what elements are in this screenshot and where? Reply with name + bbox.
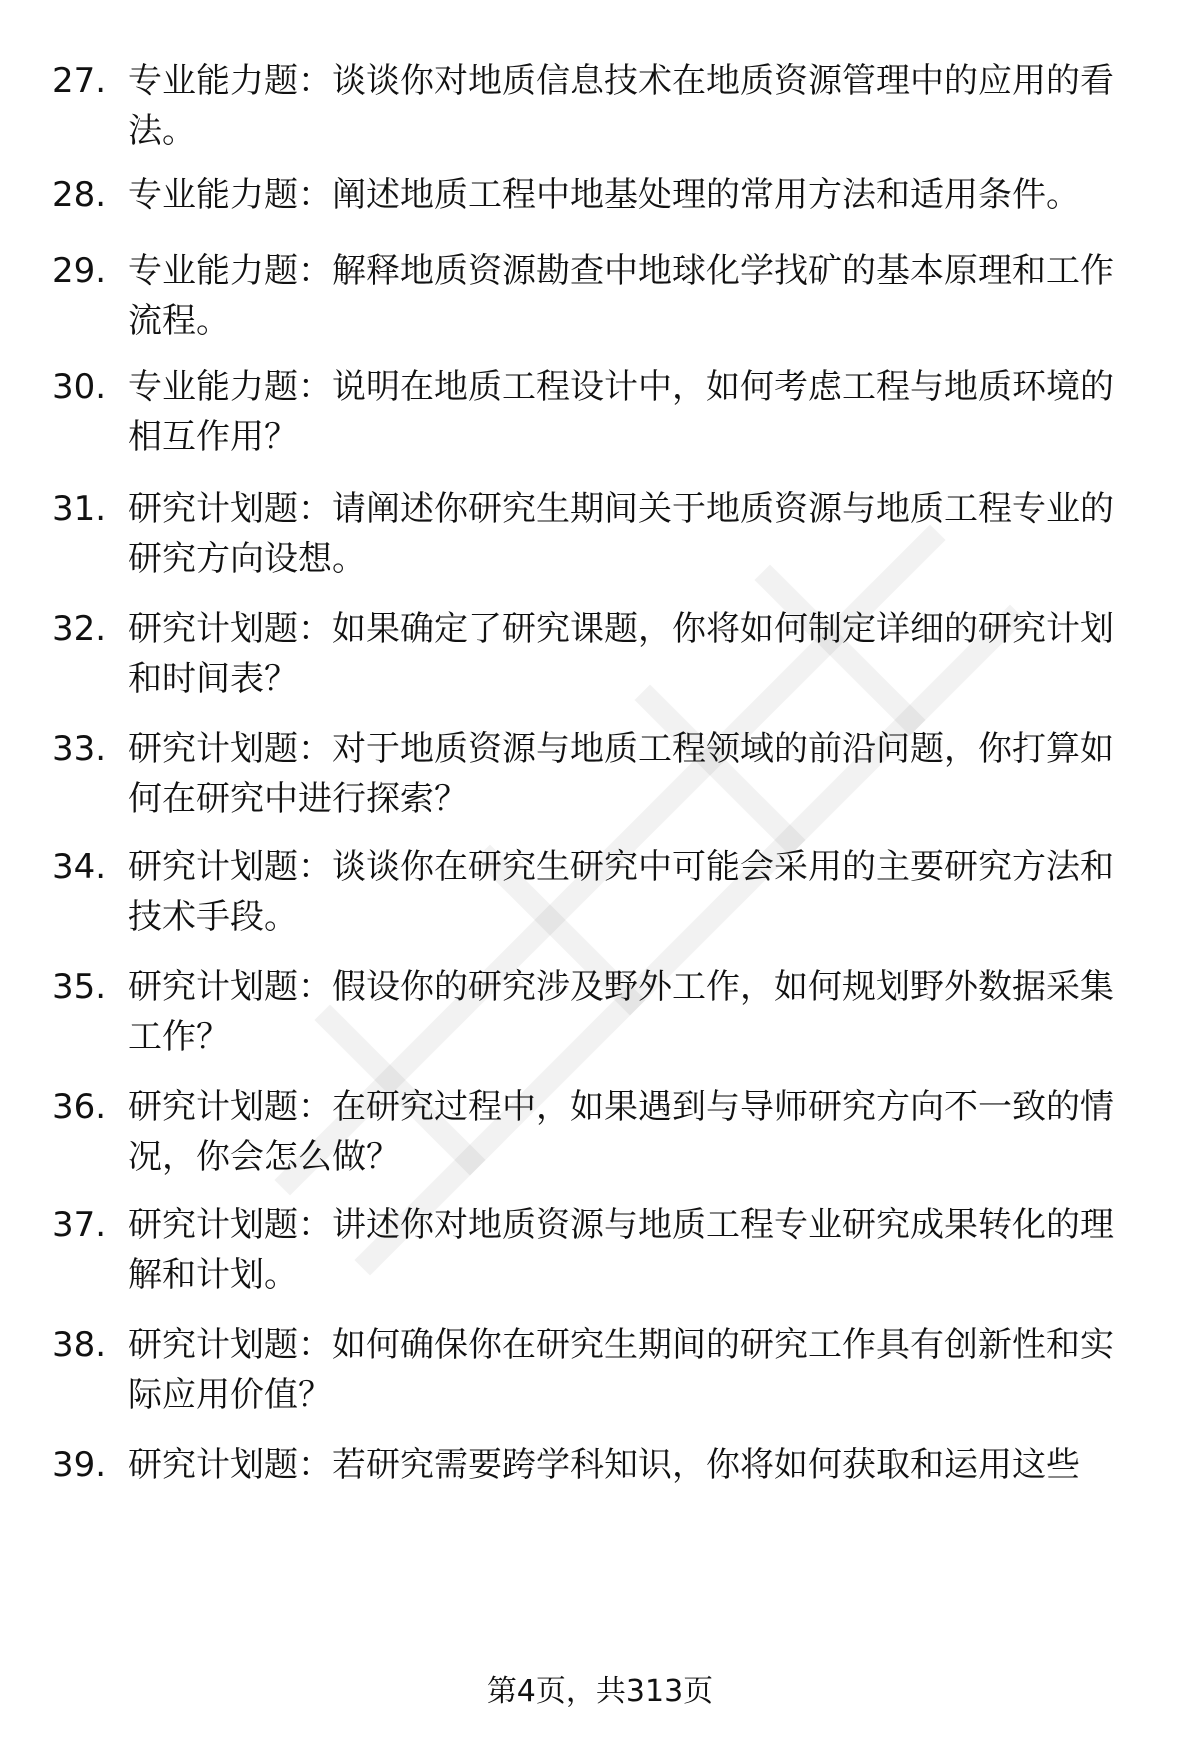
question-number: 34. bbox=[52, 847, 107, 887]
question-item bbox=[52, 1082, 1142, 1182]
question-number: 39. bbox=[52, 1445, 107, 1485]
question-number: 37. bbox=[52, 1205, 107, 1245]
question-number: 36. bbox=[52, 1087, 107, 1127]
question-item bbox=[52, 484, 1142, 584]
question-text: 专业能力题：阐述地质工程中地基处理的常用方法和适用条件。 bbox=[128, 175, 1080, 215]
question-text: 研究计划题：假设你的研究涉及野外工作，如何规划野外数据采集工作？ bbox=[128, 967, 1114, 1057]
question-text: 研究计划题：若研究需要跨学科知识，你将如何获取和运用这些 bbox=[128, 1445, 1080, 1485]
question-item bbox=[52, 1320, 1142, 1420]
question-item bbox=[52, 56, 1142, 156]
question-number: 27. bbox=[52, 61, 107, 101]
question-number: 38. bbox=[52, 1325, 107, 1365]
question-number: 28. bbox=[52, 175, 107, 215]
question-item bbox=[52, 1200, 1142, 1300]
question-item bbox=[52, 170, 1142, 220]
question-text: 专业能力题：谈谈你对地质信息技术在地质资源管理中的应用的看法。 bbox=[128, 61, 1114, 151]
question-item bbox=[52, 362, 1142, 462]
question-number: 29. bbox=[52, 251, 107, 291]
question-number: 32. bbox=[52, 609, 107, 649]
question-text: 研究计划题：讲述你对地质资源与地质工程专业研究成果转化的理解和计划。 bbox=[128, 1205, 1114, 1295]
question-item bbox=[52, 724, 1142, 824]
question-text: 研究计划题：请阐述你研究生期间关于地质资源与地质工程专业的研究方向设想。 bbox=[128, 489, 1114, 579]
question-item bbox=[52, 962, 1142, 1062]
question-item bbox=[52, 604, 1142, 704]
question-text: 研究计划题：如果确定了研究课题，你将如何制定详细的研究计划和时间表？ bbox=[128, 609, 1114, 699]
page-footer: 第4页，共313页 bbox=[486, 1674, 714, 1709]
question-number: 30. bbox=[52, 367, 107, 407]
question-number: 35. bbox=[52, 967, 107, 1007]
question-item bbox=[52, 842, 1142, 942]
question-item bbox=[52, 1440, 1142, 1490]
question-text: 研究计划题：对于地质资源与地质工程领域的前沿问题，你打算如何在研究中进行探索？ bbox=[128, 729, 1114, 819]
question-number: 31. bbox=[52, 489, 107, 529]
question-text: 专业能力题：解释地质资源勘查中地球化学找矿的基本原理和工作流程。 bbox=[128, 251, 1114, 341]
question-text: 研究计划题：如何确保你在研究生期间的研究工作具有创新性和实际应用价值？ bbox=[128, 1325, 1114, 1415]
question-text: 专业能力题：说明在地质工程设计中，如何考虑工程与地质环境的相互作用？ bbox=[128, 367, 1114, 457]
question-item bbox=[52, 246, 1142, 346]
question-number: 33. bbox=[52, 729, 107, 769]
question-text: 研究计划题：谈谈你在研究生研究中可能会采用的主要研究方法和技术手段。 bbox=[128, 847, 1114, 937]
question-text: 研究计划题：在研究过程中，如果遇到与导师研究方向不一致的情况，你会怎么做？ bbox=[128, 1087, 1114, 1177]
